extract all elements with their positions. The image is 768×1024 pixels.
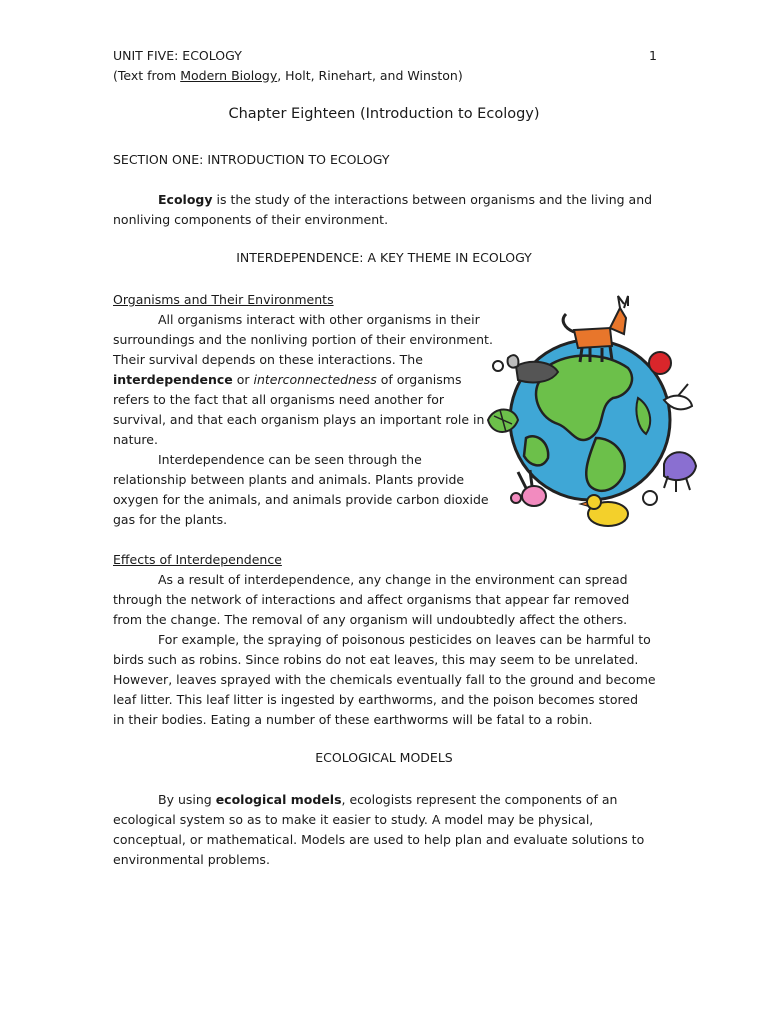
effects-line-5: birds such as robins. Since robins do not eat leaves, this may seem to be unrelated. <box>113 652 639 667</box>
effects-line-3: from the change. The removal of any organism will undoubtedly affect the others. <box>113 612 628 627</box>
octopus-icon <box>664 452 696 492</box>
interdependence-term: interdependence <box>113 372 233 387</box>
source-citation <box>113 68 463 83</box>
page-number: 1 <box>649 48 657 63</box>
organisms-line-8: Interdependence can be seen through the <box>158 452 422 467</box>
source-suffix: , Holt, Rinehart, and Winston) <box>277 68 463 83</box>
mouse-icon <box>643 491 657 505</box>
effects-line-1: As a result of interdependence, any change in the environment can spread <box>158 572 628 587</box>
models-line-1-post: , ecologists represent the components of an <box>341 792 618 807</box>
models-heading: ECOLOGICAL MODELS <box>315 750 453 765</box>
effects-line-6: However, leaves sprayed with the chemicals eventually fall to the ground and become <box>113 672 656 687</box>
models-line-2: ecological system so as to make it easier to study. A model may be physical, <box>113 812 594 827</box>
intro-line-1-text: is the study of the interactions between organisms and the living and <box>212 192 653 207</box>
organisms-line-1: All organisms interact with other organisms in their <box>158 312 480 327</box>
interdependence-heading: INTERDEPENDENCE: A KEY THEME IN ECOLOGY <box>236 250 532 265</box>
yarn-ball-icon <box>649 352 671 374</box>
effects-line-4: For example, the spraying of poisonous pesticides on leaves can be harmful to <box>158 632 651 647</box>
source-book: Modern Biology <box>180 68 278 83</box>
organisms-line-4-end: of organisms <box>376 372 462 387</box>
models-line-1-pre: By using <box>158 792 216 807</box>
source-prefix: (Text from <box>113 68 181 83</box>
unit-header: UNIT FIVE: ECOLOGY <box>113 48 242 63</box>
organisms-line-7: nature. <box>113 432 158 447</box>
intro-line-1 <box>158 190 652 210</box>
ecology-term: Ecology <box>158 192 213 207</box>
organisms-line-2: surroundings and the nonliving portion of their environment. <box>113 332 493 347</box>
organisms-line-10: oxygen for the animals, and animals provide carbon dioxide <box>113 492 489 507</box>
effects-subheading: Effects of Interdependence <box>113 552 282 567</box>
effects-line-2: through the network of interactions and affect organisms that appear far removed <box>113 592 630 607</box>
organisms-line-6: survival, and that each organism plays an important role in <box>113 412 485 427</box>
effects-line-8: in their bodies. Eating a number of these earthworms will be fatal to a robin. <box>113 712 593 727</box>
organisms-line-11: gas for the plants. <box>113 512 228 527</box>
organisms-line-4-mid: or <box>232 372 254 387</box>
models-line-4: environmental problems. <box>113 852 270 867</box>
interconnectedness-term: interconnectedness <box>253 372 377 387</box>
models-line-1 <box>158 790 617 810</box>
effects-line-7: leaf litter. This leaf litter is ingested by earthworms, and the poison becomes stored <box>113 692 639 707</box>
organisms-line-3: Their survival depends on these interactions. The <box>113 352 423 367</box>
section-heading: SECTION ONE: INTRODUCTION TO ECOLOGY <box>113 152 390 167</box>
globe-with-animals-icon <box>478 288 703 538</box>
organisms-line-9: relationship between plants and animals. Plants provide <box>113 472 465 487</box>
organisms-line-5: refers to the fact that all organisms need another for <box>113 392 445 407</box>
bird-icon <box>664 384 692 409</box>
intro-line-2: nonliving components of their environment. <box>113 212 389 227</box>
organisms-line-4 <box>113 370 461 390</box>
organisms-subheading: Organisms and Their Environments <box>113 292 334 307</box>
chapter-title: Chapter Eighteen (Introduction to Ecology) <box>228 106 540 122</box>
models-line-3: conceptual, or mathematical. Models are used to help plan and evaluate solutions to <box>113 832 645 847</box>
ecological-models-term: ecological models <box>215 792 342 807</box>
